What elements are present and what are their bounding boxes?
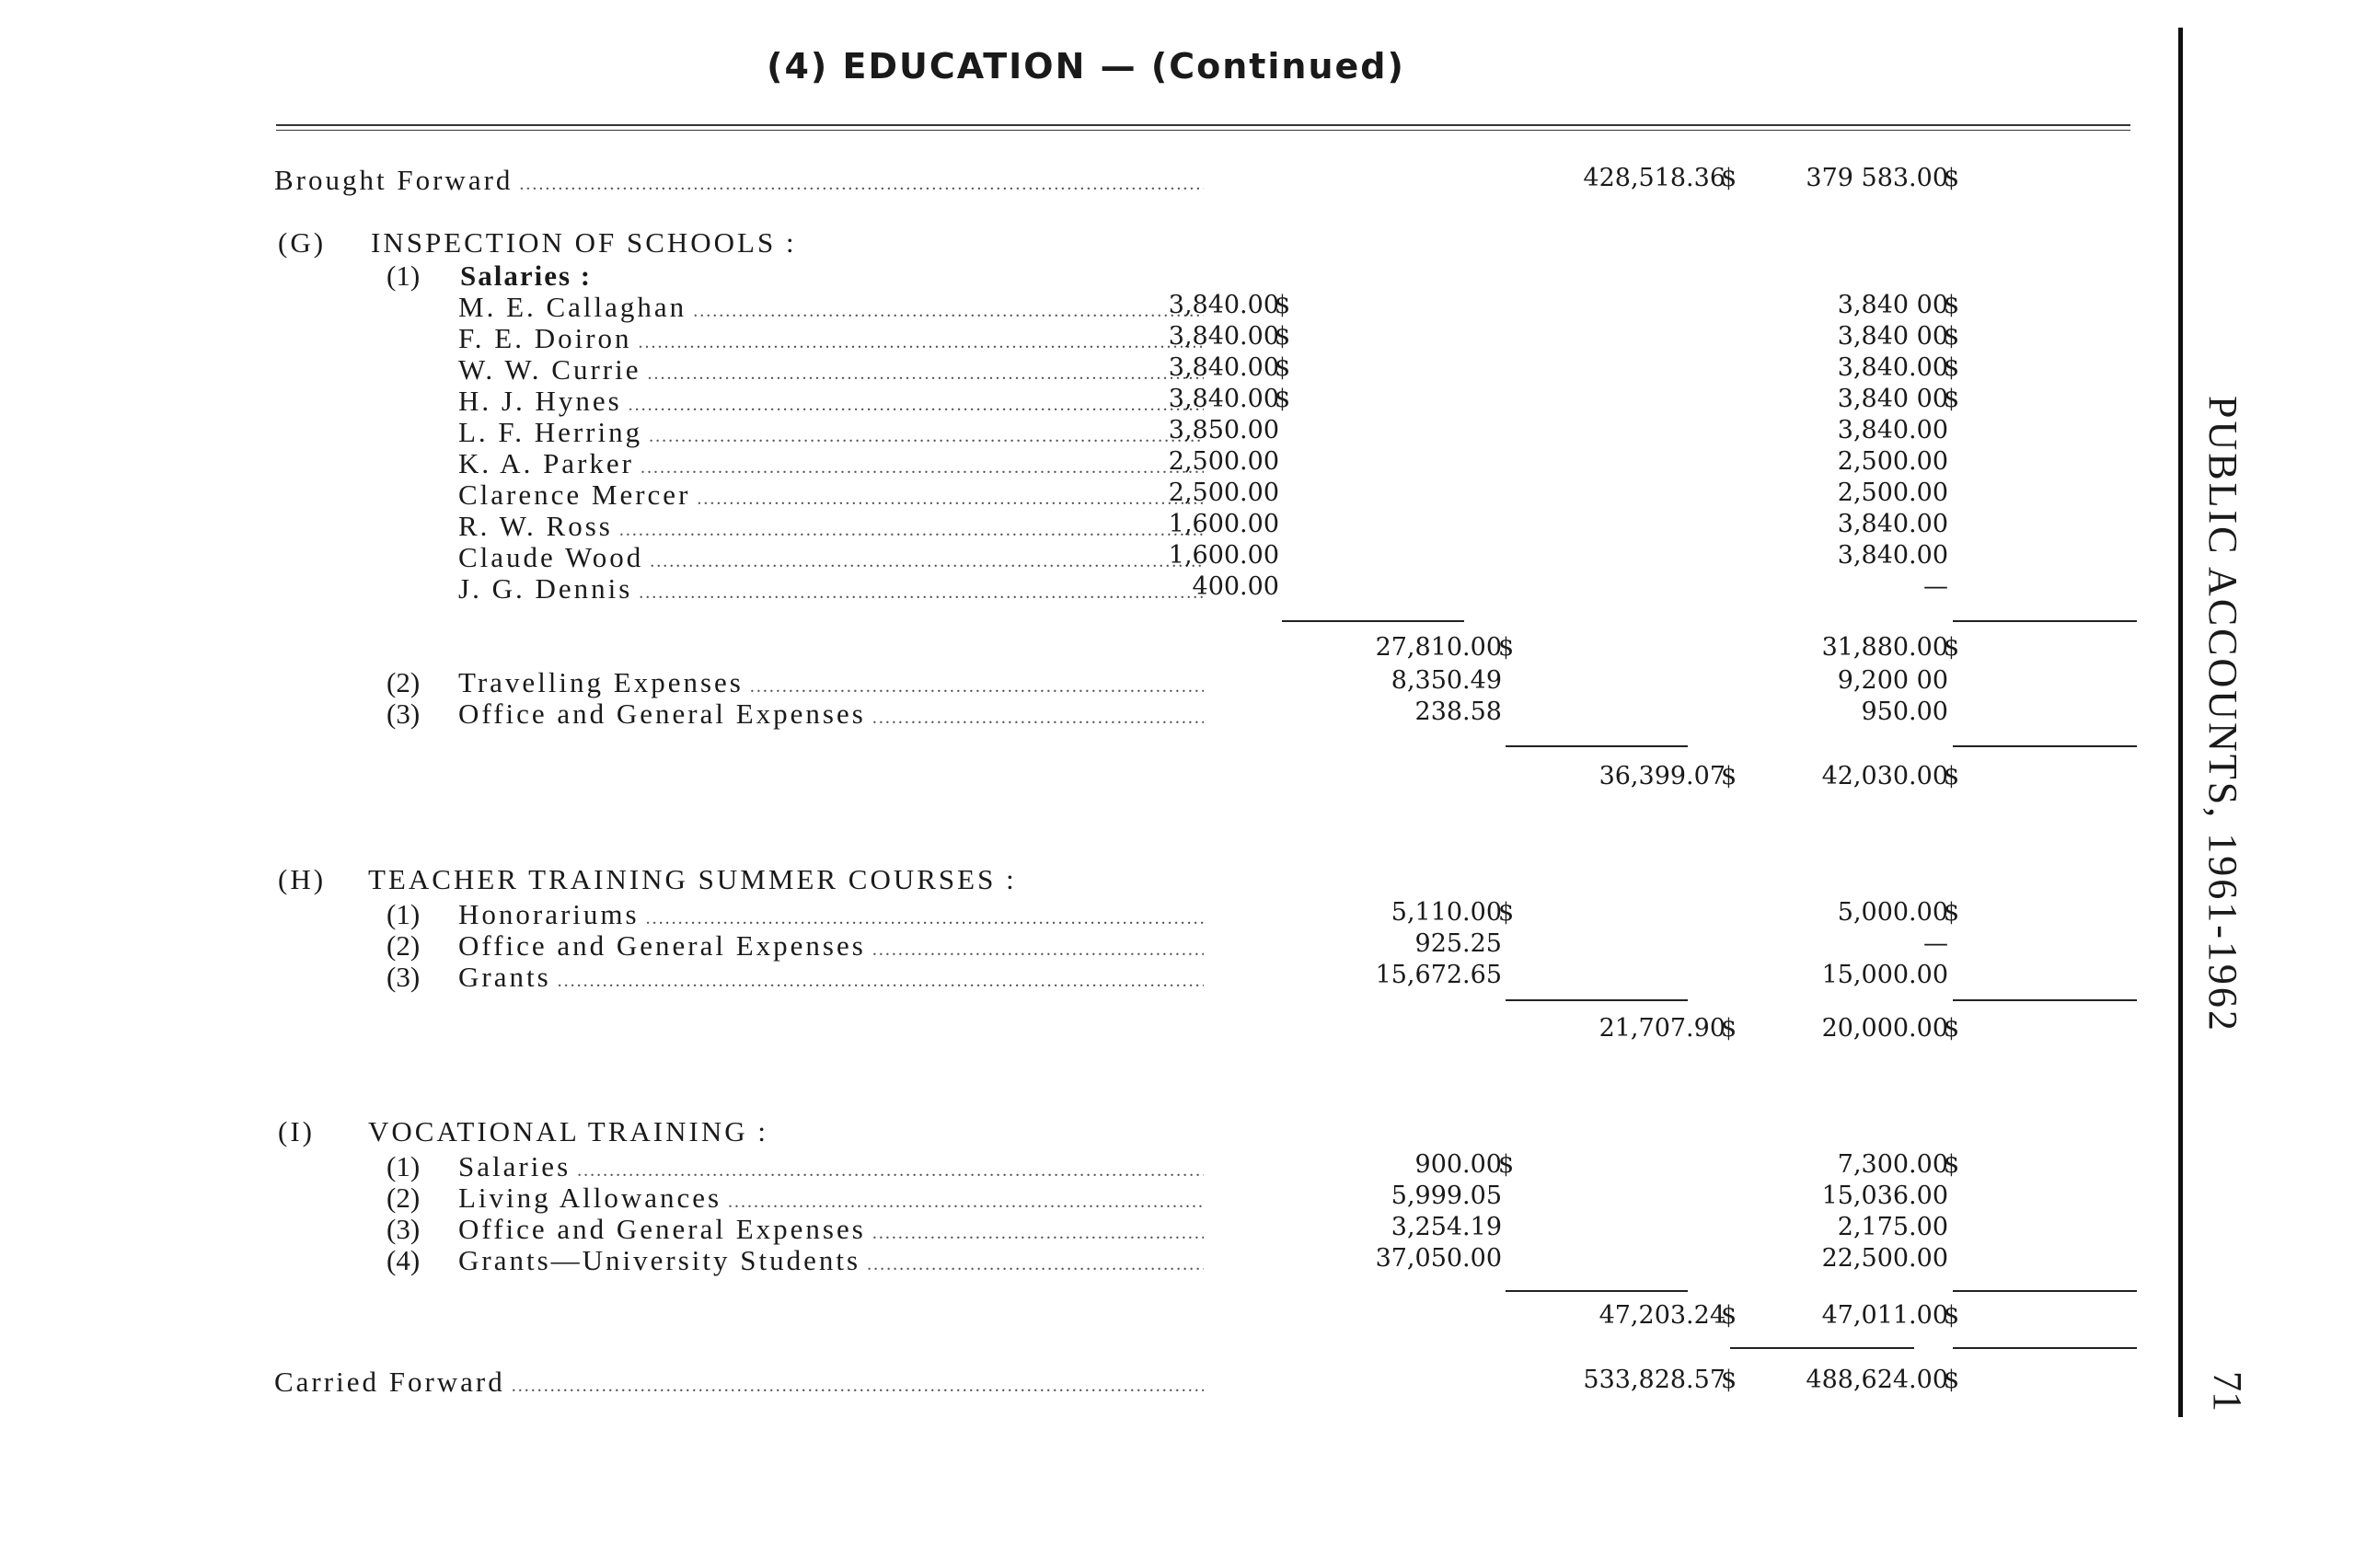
section-h-heading	[0, 863, 2172, 896]
subtotal-rule	[1953, 999, 2137, 1001]
dollar-sign: $	[1498, 633, 1515, 662]
employee-name: F. E. Doiron .....	[458, 322, 1204, 355]
expense-amount: 3,254.19	[1391, 1213, 1502, 1241]
dollar-sign: $	[1944, 291, 1960, 319]
expense-row	[0, 1213, 2172, 1246]
salary-previous: 2,500.00	[1837, 447, 1948, 476]
salary-row	[0, 416, 2172, 449]
expense-previous: 9,200 00	[1837, 666, 1948, 695]
salary-previous: —	[1923, 572, 1948, 601]
item-number: (3)	[387, 698, 421, 730]
salary-previous: 3,840.00	[1837, 416, 1948, 444]
salary-amount: 3,840.00	[1168, 291, 1279, 319]
item-number: (2)	[387, 929, 421, 962]
expense-label: Honorariums .....	[458, 898, 1204, 931]
expense-label: Salaries .....	[458, 1150, 1204, 1183]
expense-row	[0, 961, 2172, 994]
item-number: (3)	[387, 961, 421, 993]
section-title: INSPECTION OF SCHOOLS :	[371, 226, 797, 259]
item-number: (4)	[387, 1244, 421, 1276]
subtotal-rule	[1506, 999, 1688, 1001]
subtotal-rule	[1953, 745, 2137, 747]
expense-row	[0, 929, 2172, 963]
expense-amount: 5,110.00	[1391, 898, 1502, 927]
item-number: (2)	[387, 666, 421, 698]
section-g-total-row	[0, 762, 2172, 795]
section-letter: (H)	[278, 863, 327, 895]
item-number: (2)	[387, 1182, 421, 1214]
salaries-heading	[0, 259, 2172, 293]
brought-forward-previous: 379 583.00	[1806, 164, 1948, 192]
item-number: (1)	[387, 259, 421, 292]
expense-row	[0, 898, 2172, 931]
side-title: PUBLIC ACCOUNTS, 1961-1962	[2200, 396, 2245, 1033]
expense-row	[0, 666, 2172, 699]
dollar-sign: $	[1498, 1150, 1515, 1179]
expense-previous: —	[1923, 929, 1948, 958]
salary-amount: 1,600.00	[1168, 510, 1279, 538]
dollar-sign: $	[1721, 1014, 1737, 1043]
salaries-total: 27,810.00	[1375, 633, 1502, 662]
expense-row	[0, 1182, 2172, 1215]
salary-row	[0, 541, 2172, 574]
salary-amount: 400.00	[1192, 572, 1279, 601]
salary-row	[0, 447, 2172, 480]
section-title: TEACHER TRAINING SUMMER COURSES :	[368, 863, 1017, 895]
dollar-sign: $	[1721, 762, 1737, 790]
header-rule-thin	[276, 130, 2130, 131]
header-rule	[276, 124, 2130, 126]
dollar-sign: $	[1944, 898, 1960, 927]
salary-previous: 3,840.00	[1837, 510, 1948, 538]
expense-label: Travelling Expenses .....	[458, 666, 1204, 699]
section-letter: (G)	[278, 226, 327, 259]
section-h-total-row	[0, 1014, 2172, 1047]
dollar-sign: $	[1721, 1301, 1737, 1330]
expense-label: Grants .....	[458, 961, 1204, 994]
expense-amount: 37,050.00	[1375, 1244, 1502, 1273]
salary-row	[0, 385, 2172, 418]
expense-previous: 2,175.00	[1837, 1213, 1948, 1241]
section-i-heading	[0, 1115, 2172, 1148]
salary-amount: 2,500.00	[1168, 447, 1279, 476]
carried-forward-label: Carried Forward .....	[274, 1366, 1204, 1399]
employee-name: J. G. Dennis .....	[458, 572, 1204, 605]
dollar-sign: $	[1275, 353, 1291, 382]
salary-amount: 3,850.00	[1168, 416, 1279, 444]
subtotal-rule	[1506, 1290, 1688, 1292]
expense-amount: 5,999.05	[1391, 1182, 1502, 1210]
employee-name: H. J. Hynes .....	[458, 385, 1204, 418]
dollar-sign: $	[1275, 322, 1291, 351]
dollar-sign: $	[1944, 353, 1960, 382]
employee-name: W. W. Currie .....	[458, 353, 1204, 386]
employee-name: M. E. Callaghan .....	[458, 291, 1204, 324]
salary-row	[0, 572, 2172, 605]
item-number: (1)	[387, 1150, 421, 1182]
employee-name: K. A. Parker .....	[458, 447, 1204, 480]
salary-amount: 2,500.00	[1168, 478, 1279, 507]
section-total: 47,203.24	[1598, 1301, 1725, 1330]
dollar-sign: $	[1944, 322, 1960, 351]
page-title: (4) EDUCATION — (Continued)	[767, 46, 1405, 86]
salary-row	[0, 478, 2172, 512]
salary-previous: 3,840 00	[1837, 291, 1948, 319]
expense-label: Grants—University Students .....	[458, 1244, 1204, 1277]
section-g-heading	[0, 226, 2172, 259]
section-total-previous: 47,011.00	[1821, 1301, 1948, 1330]
dollar-sign: $	[1944, 385, 1960, 413]
page-number: 71	[2205, 1371, 2250, 1412]
expense-label: Office and General Expenses .....	[458, 929, 1204, 963]
dollar-sign: $	[1944, 1301, 1960, 1330]
brought-forward-row	[0, 164, 2172, 197]
expense-label: Office and General Expenses .....	[458, 698, 1204, 731]
expense-previous: 5,000.00	[1837, 898, 1948, 927]
expense-previous: 22,500.00	[1821, 1244, 1948, 1273]
subtotal-rule	[1282, 620, 1464, 622]
salary-row	[0, 353, 2172, 386]
dollar-sign: $	[1944, 1014, 1960, 1043]
section-letter: (I)	[278, 1115, 315, 1147]
expense-row	[0, 1150, 2172, 1183]
salary-amount: 3,840.00	[1168, 353, 1279, 382]
section-total: 36,399.07	[1598, 762, 1725, 790]
employee-name: R. W. Ross .....	[458, 510, 1204, 543]
salary-previous: 3,840.00	[1837, 541, 1948, 570]
margin-rule	[2178, 28, 2183, 1417]
expense-previous: 15,000.00	[1821, 961, 1948, 989]
total-rule	[1730, 1347, 1914, 1349]
dollar-sign: $	[1944, 164, 1960, 192]
carried-forward-row	[0, 1366, 2172, 1399]
salaries-total-previous: 31,880.00	[1821, 633, 1948, 662]
subtotal-rule	[1506, 745, 1688, 747]
dollar-sign: $	[1498, 898, 1515, 927]
expense-amount: 925.25	[1414, 929, 1502, 958]
salary-amount: 3,840.00	[1168, 322, 1279, 351]
section-total-previous: 20,000.00	[1821, 1014, 1948, 1043]
dollar-sign: $	[1275, 385, 1291, 413]
salary-previous: 3,840.00	[1837, 353, 1948, 382]
dollar-sign: $	[1275, 291, 1291, 319]
salaries-total-row	[0, 633, 2172, 666]
expense-amount: 15,672.65	[1375, 961, 1502, 989]
expense-amount: 8,350.49	[1391, 666, 1502, 695]
expense-previous: 15,036.00	[1821, 1182, 1948, 1210]
salary-previous: 3,840 00	[1837, 385, 1948, 413]
expense-label: Living Allowances .....	[458, 1182, 1204, 1215]
employee-name: Clarence Mercer .....	[458, 478, 1204, 512]
expense-label: Office and General Expenses .....	[458, 1213, 1204, 1246]
brought-forward-current: 428,518.36	[1583, 164, 1725, 192]
expense-previous: 950.00	[1861, 698, 1948, 726]
expense-row	[0, 1244, 2172, 1277]
section-total: 21,707.90	[1598, 1014, 1725, 1043]
salary-row	[0, 510, 2172, 543]
dollar-sign: $	[1721, 164, 1737, 192]
salaries-label: Salaries :	[460, 259, 593, 292]
salary-previous: 2,500.00	[1837, 478, 1948, 507]
item-number: (1)	[387, 898, 421, 930]
dollar-sign: $	[1944, 633, 1960, 662]
carried-forward-current: 533,828.57	[1583, 1366, 1725, 1394]
salary-row	[0, 291, 2172, 324]
carried-forward-previous: 488,624.00	[1806, 1366, 1948, 1394]
employee-name: Claude Wood .....	[458, 541, 1204, 574]
brought-forward-label: Brought Forward .....	[274, 164, 1204, 197]
dollar-sign: $	[1944, 1366, 1960, 1394]
dollar-sign: $	[1721, 1366, 1737, 1394]
employee-name: L. F. Herring .....	[458, 416, 1204, 449]
subtotal-rule	[1953, 620, 2137, 622]
section-total-previous: 42,030.00	[1821, 762, 1948, 790]
item-number: (3)	[387, 1213, 421, 1245]
salary-amount: 1,600.00	[1168, 541, 1279, 570]
expense-row	[0, 698, 2172, 731]
expense-amount: 238.58	[1414, 698, 1502, 726]
total-rule	[1953, 1347, 2137, 1349]
section-i-total-row	[0, 1301, 2172, 1334]
salary-row	[0, 322, 2172, 355]
salary-previous: 3,840 00	[1837, 322, 1948, 351]
subtotal-rule	[1953, 1290, 2137, 1292]
section-title: VOCATIONAL TRAINING :	[368, 1115, 768, 1147]
expense-amount: 900.00	[1414, 1150, 1502, 1179]
dollar-sign: $	[1944, 762, 1960, 790]
expense-previous: 7,300.00	[1837, 1150, 1948, 1179]
dollar-sign: $	[1944, 1150, 1960, 1179]
salary-amount: 3,840.00	[1168, 385, 1279, 413]
